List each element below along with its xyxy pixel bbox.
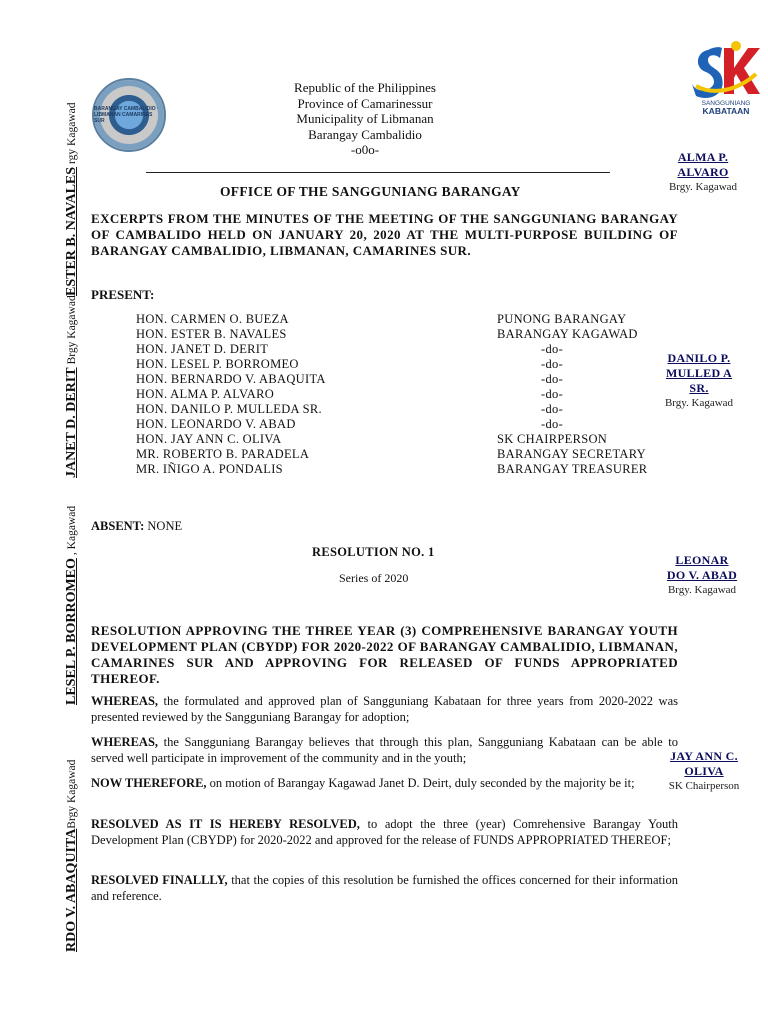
attendee-position: SK CHAIRPERSON [497,432,608,446]
logo-line1: SANGGUNIANG [701,100,751,107]
clause-text: the formulated and approved plan of Sangguniang Kabataan for three years from 2020-2022 was presented reviewed by the Sangguniang Barangay for adoption; [91,694,678,724]
letterhead-line: Municipality of Libmanan [296,111,434,126]
header-divider [146,172,610,173]
clause-lead: RESOLVED FINALLLY, [91,873,228,887]
clause-text: on motion of Barangay Kagawad Janet D. Deirt, duly seconded by the majority be it; [206,776,635,790]
attendee-row [136,462,696,477]
attendee-name: HON. ALMA P. ALVARO [136,387,275,401]
clause-lead: WHEREAS, [91,694,159,708]
attendee-name: HON. JAY ANN C. OLIVA [136,432,282,446]
barangay-seal [92,78,166,152]
attendee-name: MR. IÑIGO A. PONDALIS [136,462,283,476]
signatory-name: JANET D. DERIT [64,367,79,478]
signatory-role: Brgy. Kagawad [667,584,737,596]
resolution-number: RESOLUTION NO. 1 [312,545,435,559]
attendee-position: -do- [541,342,564,356]
signatory-name: ALMA P. ALVARO [677,150,729,179]
clause-paragraph [91,817,678,848]
clause-text: that the copies of this resolution be furnished the offices concerned for their information and reference. [91,873,678,903]
attendee-name: HON. LEONARDO V. ABAD [136,417,296,431]
resolution-series: Series of 2020 [339,571,409,585]
attendee-row [136,372,696,387]
signature-block [666,749,742,794]
clause-paragraph [91,735,678,766]
signatory-role: , Kagawad [66,505,78,556]
signatory-name: JAY ANN C. OLIVA [670,749,738,778]
signatory-name: DANILO P. MULLED A SR. [665,351,733,395]
absent-line [91,519,182,534]
attendee-row [136,327,696,342]
clause-lead: WHEREAS, [91,735,159,749]
clause-lead: NOW THEREFORE, [91,776,207,790]
attendee-position: PUNONG BARANGAY [497,312,627,326]
letterhead-line: Barangay Cambalidio [308,126,422,142]
logo-line2: KABATAAN [702,106,750,116]
signatory-role: Brgy Kagawad [66,295,78,365]
attendee-row [136,357,696,372]
attendee-row [136,432,696,447]
resolution-title: RESOLUTION APPROVING THE THREE YEAR (3) COMPREHENSIVE BARANGAY YOUTH DEVELOPMENT PLAN (CBYDP) FOR 2020-2022 OF BARANGAY CAMBALIDIO, LIBMANAN, CAMARINES SUR AND APPROVING FOR RELEASED OF FUNDS APPROPRIATED THEREOF. [91,623,678,686]
attendee-position: -do- [541,417,564,431]
letterhead-line: Republic of the Philippines [294,80,436,95]
seal-text: BARANGAY CAMBALIDIO · LIBMANAN CAMARINES SUR [94,106,159,124]
signatory-role: Brgy. Kagawad [664,397,734,409]
letterhead [240,80,490,158]
clause-text: to adopt the three (year) Comrehensive Barangay Youth Development Plan (CBYDP) for 2020-2022 and approved for the release of FUNDS APPROPRIATED THEREOF; [91,817,678,847]
attendee-position: BARANGAY KAGAWAD [497,327,638,341]
signatory-role: rgy Kagawad [66,102,78,164]
attendee-row [136,402,696,417]
signatory-role: SK Chairperson [668,780,740,792]
clause-paragraph [91,776,678,792]
absent-value: NONE [144,519,183,533]
vertical-signature [64,506,80,705]
present-label: PRESENT: [91,287,155,302]
attendee-position: -do- [541,387,564,401]
sk-logo [690,38,762,116]
office-title: OFFICE OF THE SANGGUNIANG BARANGAY [220,184,521,199]
attendee-name: HON. ESTER B. NAVALES [136,327,287,341]
attendee-name: HON. DANILO P. MULLEDA SR. [136,402,322,416]
signatory-name: ESTER B. NAVALES [64,166,79,296]
vertical-signature [64,760,80,952]
attendee-row [136,312,696,327]
attendee-position: -do- [541,357,564,371]
signatory-role: Brgy Kagawad [66,759,78,829]
letterhead-line: Province of Camarinessur [297,95,433,111]
signature-block [666,553,738,598]
attendee-position: -do- [541,372,564,386]
attendee-name: HON. JANET D. DERIT [136,342,269,356]
clause-text: the Sangguniang Barangay believes that through this plan, Sangguniang Kabataan can be able to served well participate in improvement of the community and in the youth; [91,735,678,765]
vertical-signature [64,103,80,296]
attendee-row [136,387,696,402]
attendee-position: BARANGAY SECRETARY [497,447,646,461]
clause-paragraph [91,873,678,904]
attendee-row [136,447,696,462]
attendee-position: -do- [541,402,564,416]
signature-block [667,150,739,195]
attendee-row [136,342,696,357]
clause-lead: RESOLVED AS IT IS HEREBY RESOLVED, [91,817,360,831]
excerpt-heading: EXCERPTS FROM THE MINUTES OF THE MEETING OF THE SANGGUNIANG BARANGAY OF CAMBALIDO HELD ON JANUARY 20, 2020 AT THE MULTI-PURPOSE BUILDING OF BARANGAY CAMBALIDIO, LIBMANAN, CAMARINES SUR. [91,211,678,258]
attendee-name: MR. ROBERTO B. PARADELA [136,447,310,461]
signatory-name: LEONAR DO V. ABAD [666,553,738,582]
attendee-name: HON. BERNARDO V. ABAQUITA [136,372,326,386]
vertical-signature [64,295,80,478]
clause-paragraph [91,694,678,725]
attendee-name: HON. CARMEN O. BUEZA [136,312,289,326]
attendee-row [136,417,696,432]
signatory-role: Brgy. Kagawad [668,181,738,193]
signatory-name: LESEL P. BORROMEO [64,558,79,705]
signature-block [663,351,735,411]
signatory-name: RDO V. ABAQUITA [64,828,79,952]
absent-label: ABSENT: [91,519,145,533]
attendee-position: BARANGAY TREASURER [497,462,648,476]
attendee-name: HON. LESEL P. BORROMEO [136,357,299,371]
letterhead-line: -o0o- [350,142,380,157]
